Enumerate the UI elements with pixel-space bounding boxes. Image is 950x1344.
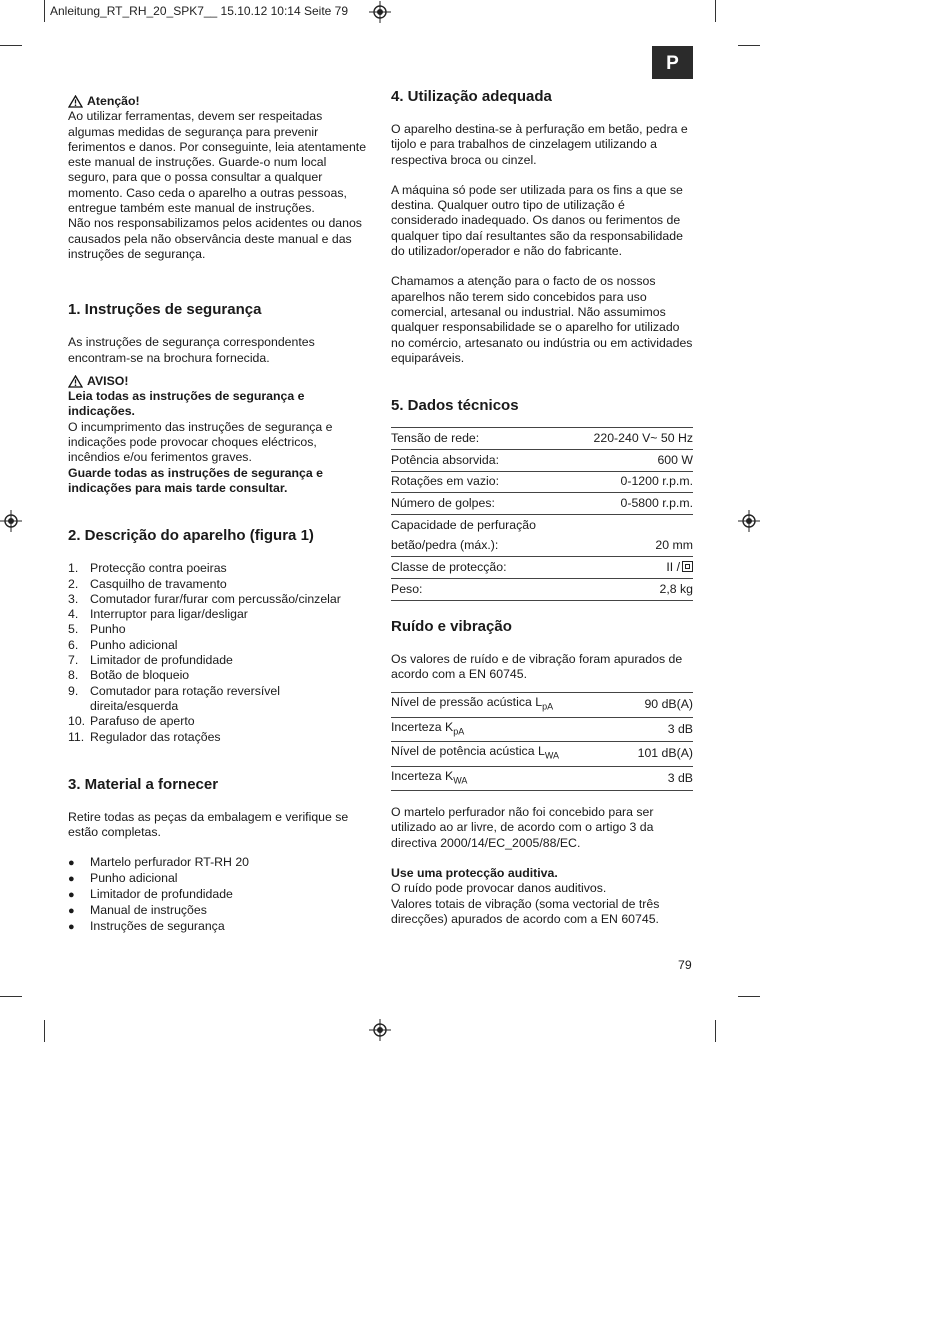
noise-paragraph: O ruído pode provocar danos auditivos. <box>391 881 607 896</box>
warning-triangle-icon <box>68 375 83 388</box>
protection-class-ii-icon <box>682 561 693 572</box>
table-row: Classe de protecção: II / <box>391 557 693 579</box>
usage-paragraph: A máquina só pode ser utilizada para os fins a que se destina. Qualquer outro tipo de utilização é considerado inadequado. Os danos ou ferimentos de qualquer tipo daí resultantes são da responsabilidade do utilizador/operador e não do fabricante. <box>391 182 683 259</box>
table-row: betão/pedra (máx.): 20 mm <box>391 536 693 557</box>
table-row: Incerteza $K_{pA}$ 3 dB <box>391 717 693 741</box>
section-heading: Ruído e vibração <box>391 617 512 635</box>
warning-bold-1: Leia todas as instruções de segurança e indicações. <box>68 389 305 419</box>
list-item: ● Instruções de segurança <box>68 919 225 934</box>
attention-title <box>68 94 370 109</box>
list-item: 2. Casquilho de travamento <box>68 576 227 591</box>
crop-mark <box>0 996 22 997</box>
bullet-icon: ● <box>68 905 75 918</box>
noise-intro: Os valores de ruído e de vibração foram apurados de acordo com a EN 60745. <box>391 651 683 681</box>
warning-bold-2: Guarde todas as instruções de segurança e indicações para mais tarde consultar. <box>68 465 323 495</box>
bullet-icon: ● <box>68 889 75 902</box>
crop-mark <box>738 45 760 46</box>
table-row: Tensão de rede: 220-240 V~ 50 Hz <box>391 428 693 450</box>
warning-title <box>68 374 370 389</box>
table-row: Nível de pressão acústica $L_{pA}$ 90 dB(A) <box>391 693 693 717</box>
table-row: Incerteza $K_{WA}$ 3 dB <box>391 766 693 790</box>
warning-text: O incumprimento das instruções de segurança e indicações pode provocar choques eléctricos, incêndios e/ou ferimentos graves. <box>68 419 333 465</box>
bullet-icon: ● <box>68 873 75 886</box>
list-item: ● Manual de instruções <box>68 903 207 918</box>
crop-mark <box>715 0 716 22</box>
safety-intro: As instruções de segurança correspondentes encontram-se na brochura fornecida. <box>68 335 315 365</box>
section-heading: 2. Descrição do aparelho (figura 1) <box>68 527 314 545</box>
section-heading: 4. Utilização adequada <box>391 88 552 105</box>
list-item: 5. Punho <box>68 622 126 637</box>
parts-list <box>68 561 370 745</box>
language-tab: P <box>652 46 693 79</box>
section-heading: 3. Material a fornecer <box>68 775 219 793</box>
section-heading: 1. Instruções de segurança <box>68 301 262 319</box>
list-item: 8. Botão de bloqueio <box>68 668 190 683</box>
list-item: ● Martelo perfurador RT-RH 20 <box>68 855 250 870</box>
bullet-icon: ● <box>68 921 75 934</box>
noise-paragraph: Valores totais de vibração (soma vectorial de três direcções) apurados de acordo com a EN 60745. <box>391 896 660 926</box>
page-number: 79 <box>678 958 692 972</box>
list-item: 4. Interruptor para ligar/desligar <box>68 607 248 622</box>
attention-body-2: Não nos responsabilizamos pelos acidentes ou danos causados pela não observância deste manual e das instruções de segurança. <box>68 216 362 261</box>
delivery-list <box>68 855 370 935</box>
list-item: 3. Comutador furar/furar com percussão/cinzelar <box>68 591 341 606</box>
delivery-intro: Retire todas as peças da embalagem e verifique se estão completas. <box>68 809 349 840</box>
attention-body: Ao utilizar ferramentas, devem ser respeitadas algumas medidas de segurança para prevenir ferimentos e danos. Por conseguinte, leia atentamente este manual de instruções. Guarde-o num local seguro, para que o possa consultar a qualquer momento. Caso ceda o aparelho a outras pessoas, entregue também este manual de instruções. <box>68 109 367 216</box>
registration-mark-icon <box>369 1 391 23</box>
table-row: Capacidade de perfuração <box>391 517 536 532</box>
crop-mark <box>0 45 22 46</box>
noise-bold: Use uma protecção auditiva. <box>391 865 558 880</box>
list-item: 6. Punho adicional <box>68 637 178 652</box>
noise-table <box>391 692 693 791</box>
usage-paragraph: Chamamos a atenção para o facto de os nossos aparelhos não terem sido concebidos para uso comercial, artesanal ou industrial. Não assumimos qualquer responsabilidade se o aparelho for utilizado no comércio, artesanato ou indústria ou em actividades equiparáveis. <box>391 274 693 365</box>
table-row: Peso: 2,8 kg <box>391 578 693 600</box>
bullet-icon: ● <box>68 857 75 870</box>
print-slug: Anleitung_RT_RH_20_SPK7__ 15.10.12 10:14 Seite 79 <box>50 4 349 18</box>
registration-mark-icon <box>0 510 22 532</box>
warning-triangle-icon <box>68 95 83 108</box>
list-item: 1. Protecção contra poeiras <box>68 561 227 576</box>
left-column <box>68 94 370 935</box>
attention-title-text: Atenção! <box>87 94 140 108</box>
crop-mark <box>738 996 760 997</box>
usage-paragraph: O aparelho destina-se à perfuração em betão, pedra e tijolo e para trabalhos de cinzelagem utilizando a respectiva broca ou cinzel. <box>391 122 688 167</box>
registration-mark-icon <box>369 1019 391 1041</box>
noise-paragraph: O martelo perfurador não foi concebido para ser utilizado ao ar livre, de acordo com o artigo 3 da directiva 2000/14/EC_2005/88/EC. <box>391 805 654 850</box>
technical-data-table <box>391 427 693 601</box>
list-item: 10. Parafuso de aperto <box>68 714 195 729</box>
registration-mark-icon <box>738 510 760 532</box>
warning-title-text: AVISO! <box>87 373 129 388</box>
table-row: Nível de potência acústica $L_{WA}$ 101 dB(A) <box>391 742 693 766</box>
table-row: Potência absorvida: 600 W <box>391 449 693 471</box>
crop-mark <box>715 1020 716 1042</box>
list-item: 9. Comutador para rotação reversível direita/esquerda <box>68 683 281 713</box>
table-row: Número de golpes: 0-5800 r.p.m. <box>391 493 693 515</box>
section-heading: 5. Dados técnicos <box>391 397 519 415</box>
list-item: 11. Regulador das rotações <box>68 729 221 744</box>
right-column <box>391 88 693 927</box>
crop-mark <box>44 1020 45 1042</box>
list-item: 7. Limitador de profundidade <box>68 653 233 668</box>
table-row: Rotações em vazio: 0-1200 r.p.m. <box>391 471 693 493</box>
crop-mark <box>44 0 45 22</box>
list-item: ● Punho adicional <box>68 871 178 886</box>
list-item: ● Limitador de profundidade <box>68 887 233 902</box>
